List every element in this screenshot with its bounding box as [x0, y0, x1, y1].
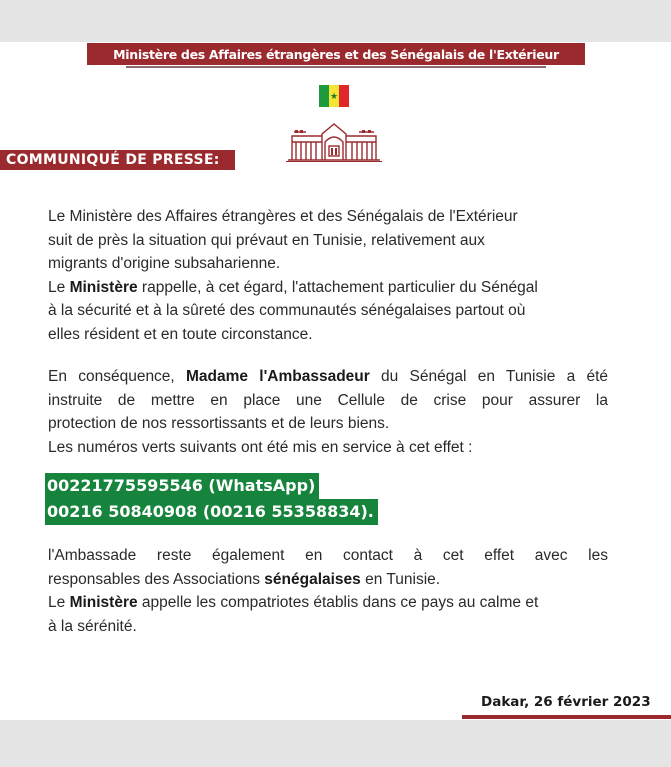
text-line: à la sécurité et à la sûreté des communautés sénégalaises partout où — [48, 302, 526, 319]
bold-term: Madame l'Ambassadeur — [186, 368, 370, 385]
hotline-whatsapp[interactable]: 00221775595546 (WhatsApp) — [45, 473, 319, 499]
text-line: elles résident et en toute circonstance. — [48, 325, 313, 343]
press-release-page — [0, 42, 671, 720]
star-icon: ★ — [330, 91, 339, 101]
press-release-heading: COMMUNIQUÉ DE PRESSE: — [6, 152, 220, 168]
text-line — [48, 276, 608, 300]
text-segment: Le — [48, 594, 70, 611]
text-line: protection de nos ressortissants et de leurs biens. — [48, 415, 390, 432]
text-line — [48, 568, 608, 592]
paragraph-crisis-cell — [48, 365, 608, 459]
bold-term: sénégalaises — [264, 570, 361, 588]
paragraph-associations — [48, 544, 608, 638]
date-underline — [462, 715, 671, 719]
banner-underline — [126, 66, 546, 68]
text-line: Le Ministère des Affaires étrangères et des Sénégalais de l'Extérieur — [48, 208, 518, 225]
text-segment: En conséquence, — [48, 368, 186, 385]
bold-term: Ministère — [69, 594, 138, 611]
text-line: instruite de mettre en place une Cellule de crise pour assurer la — [48, 391, 608, 409]
date-place: Dakar, 26 février 2023 — [481, 694, 651, 710]
text-segment: rappelle, à cet égard, l'attachement particulier du Sénégal — [137, 278, 538, 296]
text-segment: du Sénégal en Tunisie a été — [369, 368, 608, 385]
text-segment: appelle les compatriotes établis dans ce pays au calme et — [137, 594, 539, 611]
text-segment: Le — [48, 278, 70, 296]
text-line: l'Ambassade reste également en contact à cet effet avec les — [48, 547, 608, 564]
ministry-building-emblem-icon — [284, 120, 384, 162]
text-line: migrants d'origine subsaharienne. — [48, 255, 281, 272]
text-segment: responsables des Associations — [48, 570, 265, 588]
text-line: Les numéros verts suivants ont été mis en service à cet effet : — [48, 438, 473, 456]
ministry-title: Ministère des Affaires étrangères et des Sénégalais de l'Extérieur — [113, 46, 559, 62]
text-segment: en Tunisie. — [360, 570, 441, 588]
hotline-numbers — [45, 473, 378, 525]
text-line: suit de près la situation qui prévaut en Tunisie, relativement aux — [48, 231, 485, 249]
paragraph-situation — [48, 205, 608, 346]
ministry-title-banner — [87, 43, 585, 65]
senegal-flag-icon — [319, 85, 349, 107]
hotline-tunisia[interactable]: 00216 50840908 (00216 55358834). — [45, 499, 378, 525]
text-line — [48, 591, 608, 615]
text-line: à la sérénité. — [48, 617, 137, 635]
bold-term: Ministère — [69, 278, 138, 296]
press-release-label — [0, 150, 235, 170]
text-line — [48, 365, 608, 389]
